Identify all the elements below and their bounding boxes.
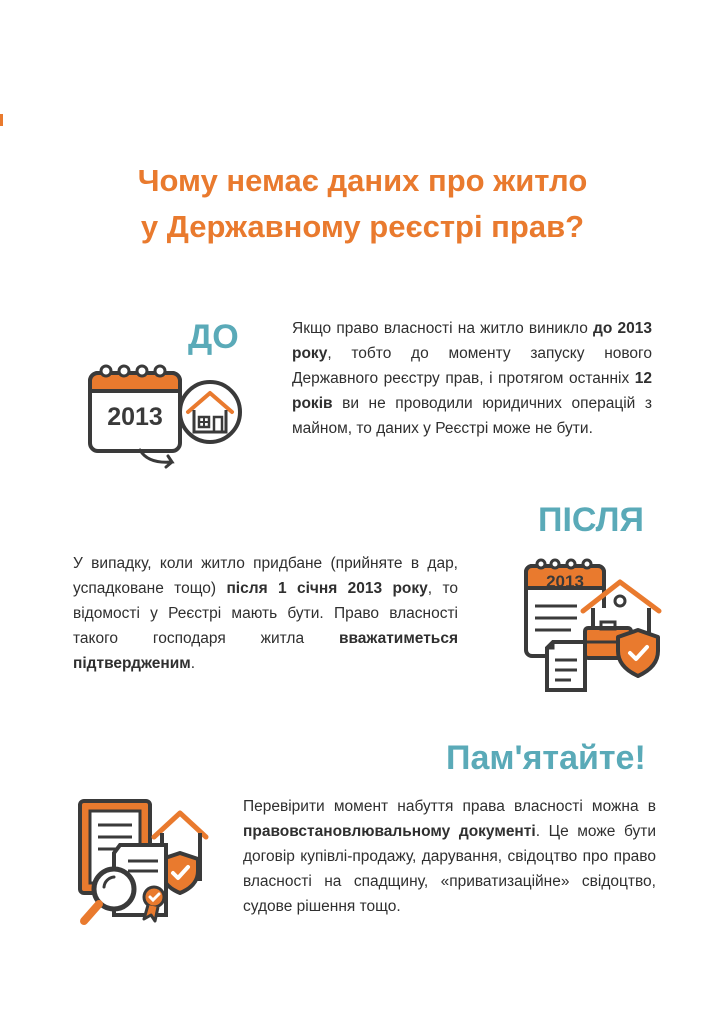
section-before-heading: ДО [188,318,239,356]
section-before-text [292,316,652,441]
calendar-house-icon [86,360,272,472]
text-part: . [190,655,196,672]
bold-phrase: правовстановлювальному документі [243,823,536,840]
section-after-text [73,551,458,676]
text-part: Перевірити момент набуття права власності можна в [243,798,656,815]
text-part: Якщо право власності на житло виникло [292,320,594,337]
section-remember-text [243,794,656,919]
bold-phrase: вважатиметься підтвердженим [73,630,458,672]
text-part: У випадку, коли житло придбане (прийняте в дар, успадковане тощо) [73,555,458,597]
document-magnifier-house-icon [76,797,216,937]
section-remember-heading: Пам'ятайте! [446,739,646,777]
bold-phrase: після 1 січня 2013 року [226,580,428,597]
text-part: , то відомості у Реєстрі мають бути. Право власності такого господаря житла [73,580,458,647]
calendar-year-label: 2013 [546,572,584,591]
text-part: . Це може бути договір купівлі-продажу, дарування, свідоцтво про право власності на спадщину, «приватизаційне» свідоцтво, судове рішення тощо. [243,823,656,915]
section-after-heading: ПІСЛЯ [538,501,644,539]
page-title-line-1: Чому немає даних про житло [137,163,588,198]
calendar-year-label: 2013 [107,403,163,431]
page-title-line-2: у Державному реєстрі прав? [140,209,585,244]
edge-mark [0,114,3,126]
text-part: ви не проводили юридичних операцій з майном, то даних у Реєстрі може не бути. [292,395,652,437]
page-title [0,158,725,250]
bold-phrase: 12 років [292,370,652,412]
bold-phrase: до 2013 року [292,320,652,362]
text-part: , тобто до моменту запуску нового Державного реєстру прав, і протягом останніх [292,345,652,387]
calendar-document-shield-icon [523,556,668,696]
